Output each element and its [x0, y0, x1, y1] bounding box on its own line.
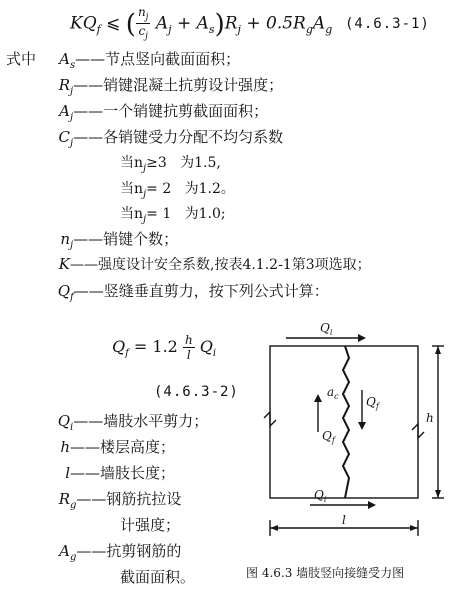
definition-k: K——强度设计安全系数,按表4.1.2-1第3项选取； — [58, 255, 371, 273]
definition-l: l——墙肢长度； — [65, 464, 176, 482]
definition-aj: $A_j——$一个销键抗剪截面面积； — [59, 102, 269, 123]
definition-nj: $n_j——$销键个数； — [60, 230, 179, 251]
right-break-mark — [412, 424, 424, 438]
formula-4-6-3-1: $KQ_f$ ⩽ ( $\frac{n_j}{c_j}$ $A_j + A_s)R_j + 0.5R_gA_g$ — [70, 5, 333, 42]
definition-qi: $Q_i——$墙肢水平剪力； — [57, 412, 209, 433]
vertical-joint-zigzag — [343, 346, 349, 498]
bottom-shear-label: $Q_i$ — [314, 488, 327, 504]
height-label: h — [426, 411, 434, 425]
fraction-h-l: $\frac{h}{l}$ — [184, 333, 193, 362]
definition-cj: $C_j——$各销键受力分配不均匀系数 — [58, 128, 284, 149]
definition-qf: $Q_f——$竖缝垂直剪力，按下列公式计算： — [57, 282, 329, 303]
qf-right-label: $Q_f$ — [366, 395, 379, 411]
definition-as: $A_s——$节点竖向截面面积； — [59, 50, 241, 71]
fraction-nj-cj: $\frac{n_j}{c_j}$ — [137, 5, 149, 42]
where-label: 式中 — [6, 50, 37, 68]
formula-number-1: (4.6.3-1) — [345, 16, 430, 32]
case-nj-1: 当$n_j= 1$ 为1.0; — [120, 206, 226, 225]
formula-number-2: (4.6.3-2) — [154, 384, 239, 400]
definition-h: h——楼层高度； — [60, 438, 176, 456]
definition-rj: $R_j——$销键混凝土抗剪设计强度； — [58, 76, 284, 97]
qf-left-label: $Q_f$ — [322, 429, 335, 445]
definition-ag: $A_g——$抗剪钢筋的 — [59, 542, 182, 563]
definition-rg: $R_g——$钢筋抗拉设 — [58, 490, 182, 511]
ac-label: $a_c$ — [327, 385, 339, 401]
length-label: l — [342, 513, 346, 527]
case-nj-2: 当$n_j= 2$ 为1.2。 — [120, 181, 235, 200]
formula-4-6-3-2: $Q_f = 1.2$ $\frac{h}{l}$ $Q_i$ — [112, 333, 217, 362]
definition-rg-cont: 计强度； — [120, 516, 181, 534]
top-shear-label: $Q_i$ — [320, 321, 333, 337]
definition-ag-cont: 截面面积。 — [120, 568, 196, 586]
figure-caption: 图 4.6.3 墙肢竖向接缝受力图 — [246, 566, 405, 580]
left-break-mark — [264, 412, 276, 426]
joint-shear-figure — [250, 306, 450, 546]
case-nj-3: 当$n_j\ge 3$ 为1.5, — [120, 155, 221, 174]
